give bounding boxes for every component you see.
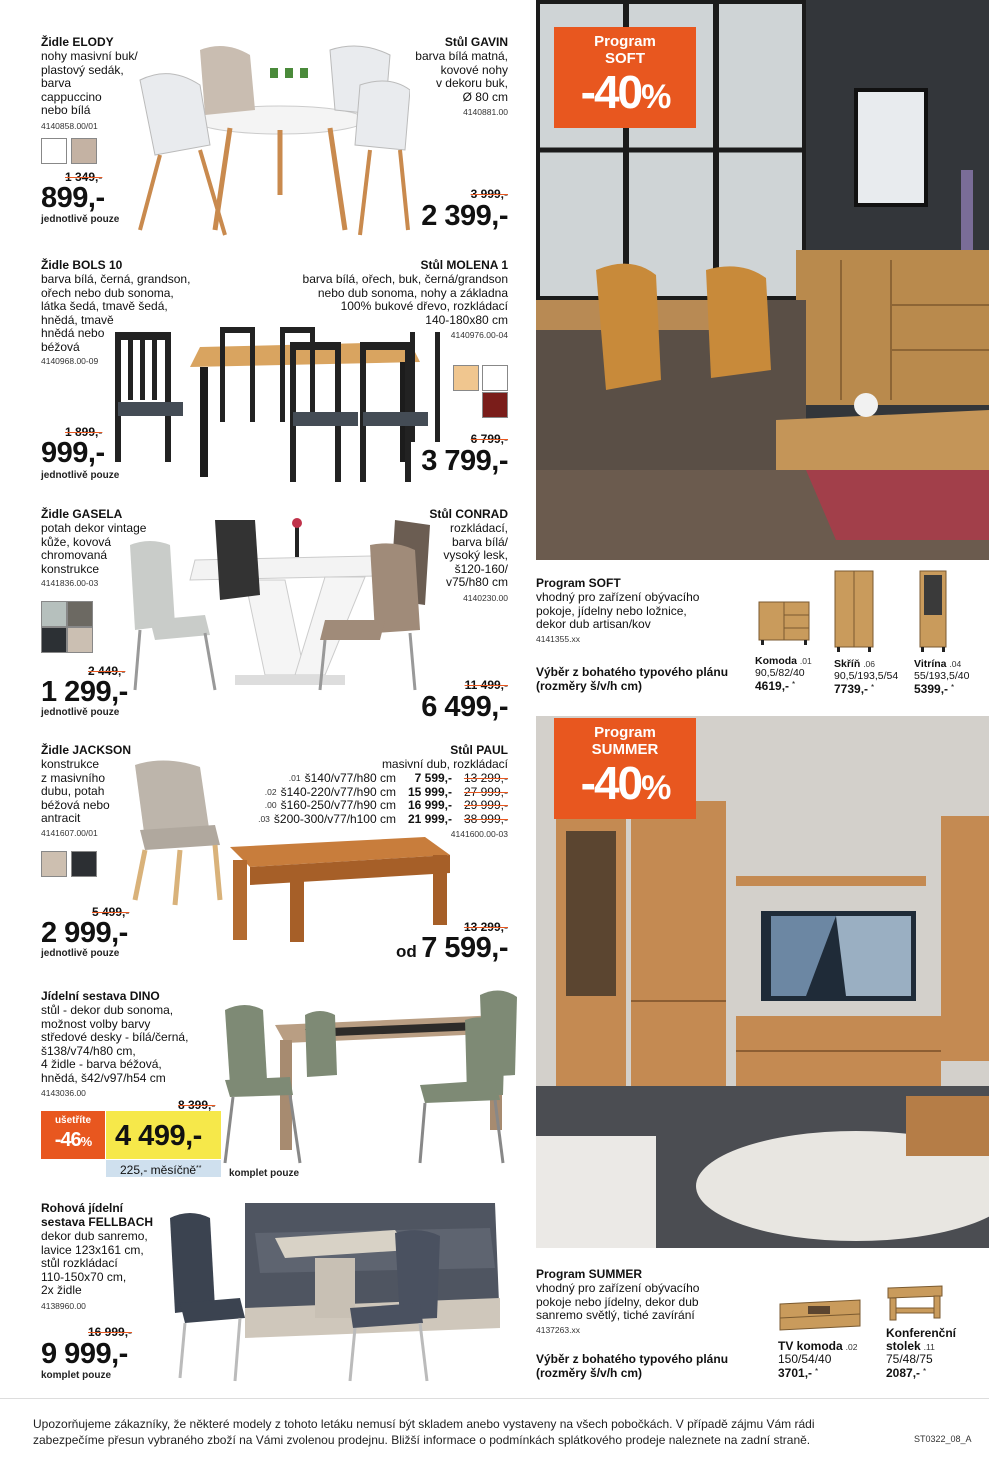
molena-desc xyxy=(303,273,508,327)
elody-price: 899,- xyxy=(41,182,105,214)
conrad-name: Stůl CONRAD xyxy=(429,507,508,521)
color-swatch-cappuccino[interactable] xyxy=(71,138,97,164)
color-swatch-beige[interactable] xyxy=(41,851,67,877)
soft-item-vitrina xyxy=(914,658,969,696)
promo-percent xyxy=(554,67,696,122)
dino-price: 4 499,- xyxy=(115,1120,202,1152)
elody-name: Židle ELODY xyxy=(41,35,114,49)
variant-old-price: 38 999,- xyxy=(463,811,508,826)
elody-desc-line: nohy masivní buk/ xyxy=(41,49,138,63)
fellbach-desc xyxy=(41,1230,148,1298)
dino-old-price: 8 399,- xyxy=(178,1098,216,1112)
color-swatch-grey[interactable] xyxy=(41,601,67,627)
soft-item-skrin xyxy=(834,658,898,696)
variant-old-price: 27 999,- xyxy=(463,784,508,799)
item-dims: 150/54/40 xyxy=(778,1352,832,1366)
fellbach-desc-line: stůl rozkládací xyxy=(41,1256,118,1270)
fellbach-desc-line: 2x židle xyxy=(41,1283,82,1297)
jackson-code: 4141607.00/01 xyxy=(41,828,98,838)
dino-note: komplet pouze xyxy=(229,1168,300,1179)
save-percent-sign: % xyxy=(80,1134,92,1149)
promo-percent-sign: % xyxy=(641,78,670,116)
variant-price: 15 999,- xyxy=(407,784,452,799)
molena-desc-line: barva bílá, ořech, buk, černá/grandson xyxy=(302,272,508,286)
elody-gavin-photo xyxy=(130,40,410,245)
item-dims: 75/48/75 xyxy=(886,1352,933,1366)
footer-line: Upozorňujeme zákazníky, že některé modely z tohoto letáku nemusí být skladem anebo vystaveny na všech pobočkách. V případě zájmu Vám rádi xyxy=(33,1417,815,1431)
gavin-desc-line: Ø 80 cm xyxy=(462,89,508,104)
molena-desc-line: 140-180x80 cm xyxy=(425,312,508,327)
skrin-image xyxy=(833,569,875,652)
summer-desc-line: vhodný pro zařízení obývacího xyxy=(536,1281,700,1295)
gavin-price: 2 399,- xyxy=(421,200,508,232)
paul-price-group xyxy=(396,933,508,963)
color-swatch-white[interactable] xyxy=(482,365,508,391)
paul-variants-table xyxy=(248,772,508,826)
soft-desc xyxy=(536,591,699,632)
dino-monthly xyxy=(106,1160,221,1177)
jackson-desc-line: antracit xyxy=(41,811,81,825)
summer-title: Program SUMMER xyxy=(536,1267,643,1281)
paul-from-label: od xyxy=(395,942,417,961)
summer-item-konferencni-stolek: Konferenční stolek .11 75/48/75 2087,- * xyxy=(886,1326,957,1380)
bols-name: Židle BOLS 10 xyxy=(41,258,123,272)
elody-note: jednotlivě pouze xyxy=(41,214,120,225)
promo-line-2: SUMMER xyxy=(591,741,659,758)
gasela-old-price: 2 449,- xyxy=(88,664,126,678)
soft-choice-line: (rozměry š/v/h cm) xyxy=(536,678,643,693)
bols-desc xyxy=(41,273,190,354)
soft-item-komoda xyxy=(755,655,812,693)
bols-desc-line: látka šedá, tmavě šedá, xyxy=(41,299,168,313)
item-price: 3701,- xyxy=(778,1366,813,1380)
save-percent-value: -46 xyxy=(54,1129,81,1151)
paul-name: Stůl PAUL xyxy=(450,743,508,757)
variant-old-price: 29 999,- xyxy=(463,798,508,812)
item-price: 5399,- xyxy=(914,682,949,696)
variant-price: 21 999,- xyxy=(407,811,452,826)
promo-percent-value: -40 xyxy=(580,66,642,118)
variant-size: š160-250/v77/h90 cm xyxy=(280,798,396,812)
summer-promo-badge xyxy=(554,718,696,819)
monthly-amount: 225,- měsíčně xyxy=(120,1163,197,1177)
bols-price: 999,- xyxy=(41,437,105,469)
komoda-image xyxy=(757,598,812,646)
dino-desc-line: středové desky - bílá/černá, xyxy=(41,1030,189,1044)
paul-price: 7 599,- xyxy=(421,932,508,964)
summer-code: 4137263.xx xyxy=(536,1325,580,1335)
jackson-desc xyxy=(41,758,110,826)
color-swatch-brown[interactable] xyxy=(67,601,93,627)
conrad-desc-line: rozkládací, xyxy=(449,521,508,535)
conrad-old-price: 11 499,- xyxy=(464,678,508,692)
fellbach-desc-line: 110-150x70 cm, xyxy=(41,1269,127,1284)
gavin-desc-line: kovové nohy xyxy=(440,62,508,77)
jackson-desc-line: béžová nebo xyxy=(41,797,110,812)
item-index: .04 xyxy=(949,659,962,669)
molena-price: 3 799,- xyxy=(421,445,508,477)
dino-desc xyxy=(41,1004,188,1085)
fellbach-note: komplet pouze xyxy=(41,1370,112,1381)
fellbach-name xyxy=(41,1202,153,1229)
footer-line: zabezpečíme přesun vybraného zboží na Vámi zvolenou prodejnu. Bližší informace o podmínkách splátkového prodeje naleznete na zadní straně. xyxy=(33,1433,811,1447)
variant-price: 7 599,- xyxy=(414,771,452,785)
fellbach-desc-line: lavice 123x161 cm, xyxy=(41,1242,144,1257)
gasela-code: 4141836.00-03 xyxy=(41,578,99,588)
variant-price: 16 999,- xyxy=(407,798,452,812)
gavin-desc-line: v dekoru buk, xyxy=(435,76,508,90)
fellbach-name-line: sestava FELLBACH xyxy=(41,1214,154,1229)
summer-choice-line: Výběr z bohatého typového plánu xyxy=(536,1352,729,1366)
konferencni-stolek-image xyxy=(884,1282,946,1322)
item-price: 2087,- xyxy=(886,1366,921,1380)
gasela-desc-line: konstrukce xyxy=(41,561,100,576)
molena-name: Stůl MOLENA 1 xyxy=(420,258,508,272)
fellbach-price: 9 999,- xyxy=(41,1338,128,1370)
item-footnote-mark: * xyxy=(922,1367,927,1376)
paul-variant-row xyxy=(248,786,508,800)
soft-desc-line: dekor dub artisan/kov xyxy=(536,617,651,631)
item-index: .02 xyxy=(845,1342,858,1352)
jackson-desc-line: konstrukce xyxy=(41,757,100,771)
elody-desc-line: plastový sedák, xyxy=(41,62,124,77)
bols-old-price: 1 899,- xyxy=(65,425,103,439)
summer-choice xyxy=(536,1353,728,1380)
save-percent xyxy=(41,1127,105,1155)
paul-code: 4141600.00-03 xyxy=(450,829,508,839)
dino-name: Jídelní sestava DINO xyxy=(41,989,160,1003)
jackson-note: jednotlivě pouze xyxy=(41,948,120,959)
item-index: .11 xyxy=(923,1342,935,1352)
bols-code: 4140968.00-09 xyxy=(41,356,99,366)
variant-old-price: 13 299,- xyxy=(463,771,508,785)
promo-percent-sign: % xyxy=(641,769,670,807)
jackson-name: Židle JACKSON xyxy=(41,743,132,757)
variant-index: .00 xyxy=(264,800,277,810)
bols-note: jednotlivě pouze xyxy=(41,470,120,481)
summer-choice-line: (rozměry š/v/h cm) xyxy=(536,1365,643,1380)
elody-desc-line: barva xyxy=(41,76,72,90)
item-footnote-mark: * xyxy=(870,683,875,692)
conrad-desc-line: v75/h80 cm xyxy=(445,575,508,589)
promo-line-1: Program xyxy=(594,724,656,741)
item-name: stolek xyxy=(886,1339,921,1353)
gasela-desc-line: potah dekor vintage xyxy=(41,521,147,535)
item-name: Komoda xyxy=(755,655,797,667)
promo-line-2: SOFT xyxy=(605,50,645,67)
promo-percent xyxy=(554,758,696,813)
gavin-name: Stůl GAVIN xyxy=(444,35,508,49)
bols-desc-line: barva bílá, černá, grandson, xyxy=(41,272,191,286)
item-footnote-mark: * xyxy=(814,1367,819,1376)
bols-desc-line: hnědá nebo xyxy=(41,326,105,340)
conrad-desc xyxy=(443,522,508,590)
variant-size: š200-300/v77/h100 cm xyxy=(273,811,396,826)
gasela-conrad-photo xyxy=(125,515,435,695)
vitrina-image xyxy=(918,569,948,652)
soft-title: Program SOFT xyxy=(536,576,621,590)
fellbach-code: 4138960.00 xyxy=(41,1301,86,1311)
fellbach-photo xyxy=(165,1198,510,1383)
gasela-desc-line: kůže, kovová xyxy=(41,534,112,549)
gasela-desc-line: chromovaná xyxy=(41,548,108,562)
jackson-desc-line: dubu, potah xyxy=(41,784,105,798)
dino-save-badge xyxy=(41,1111,105,1159)
gavin-desc-line: barva bílá matná, xyxy=(415,49,508,63)
paul-variant-row xyxy=(248,813,508,827)
dino-code: 4143036.00 xyxy=(41,1088,86,1098)
footer-disclaimer xyxy=(33,1416,815,1448)
paul-variant-row xyxy=(248,772,508,786)
variant-size: š140/v77/h80 cm xyxy=(304,771,396,785)
gasela-name: Židle GASELA xyxy=(41,507,123,521)
soft-promo-badge xyxy=(554,27,696,128)
summer-desc-line: pokoje nebo jídelny, dekor dub xyxy=(536,1294,699,1309)
summer-desc xyxy=(536,1282,699,1323)
variant-index: .02 xyxy=(264,786,277,797)
elody-desc xyxy=(41,50,138,118)
variant-index: .03 xyxy=(258,813,270,824)
gavin-code: 4140881.00 xyxy=(463,107,508,117)
item-name: Vitrína xyxy=(914,658,947,670)
promo-percent-value: -40 xyxy=(580,757,642,809)
footer-divider xyxy=(0,1398,989,1399)
color-swatch-white[interactable] xyxy=(41,138,67,164)
gasela-note: jednotlivě pouze xyxy=(41,707,120,718)
fellbach-desc-line: dekor dub sanremo, xyxy=(41,1229,148,1243)
dino-desc-line: hnědá, š42/v97/h54 cm xyxy=(41,1070,166,1085)
summer-item-tv-komoda xyxy=(778,1340,857,1380)
jackson-old-price: 5 499,- xyxy=(92,905,130,919)
item-price: 4619,- xyxy=(755,679,790,693)
color-swatch-walnut[interactable] xyxy=(482,392,508,418)
bols-desc-line: béžová xyxy=(41,339,80,354)
item-name: TV komoda xyxy=(778,1339,843,1353)
item-index: .01 xyxy=(799,656,812,666)
molena-desc-line: 100% bukové dřevo, rozkládací xyxy=(340,299,508,313)
soft-code: 4141355.xx xyxy=(536,634,580,644)
conrad-desc-line: vysoký lesk, xyxy=(443,548,508,562)
color-swatch-beech[interactable] xyxy=(453,365,479,391)
color-swatch-anthracite[interactable] xyxy=(71,851,97,877)
gavin-desc xyxy=(415,50,508,104)
conrad-code: 4140230.00 xyxy=(463,593,508,603)
fellbach-old-price: 16 999,- xyxy=(88,1325,133,1339)
item-dims: 55/193,5/40 xyxy=(914,670,970,682)
item-name: Skříň xyxy=(834,658,861,670)
soft-desc-line: vhodný pro zařízení obývacího xyxy=(536,590,700,604)
jackson-desc-line: z masivního xyxy=(41,770,106,785)
bols-desc-line: ořech nebo dub sonoma, xyxy=(41,285,174,300)
paul-desc: masivní dub, rozkládací xyxy=(381,757,508,771)
paul-old-price: 13 299,- xyxy=(463,920,508,934)
promo-line-1: Program xyxy=(594,33,656,50)
conrad-desc-line: barva bílá/ xyxy=(451,534,508,549)
elody-desc-line: cappuccino xyxy=(41,89,102,104)
molena-desc-line: nebo dub sonoma, nohy a základna xyxy=(317,285,508,300)
item-footnote-mark: * xyxy=(791,680,796,689)
page-code: ST0322_08_A xyxy=(914,1434,972,1444)
monthly-footnote-mark: ** xyxy=(196,1165,202,1172)
color-swatch-beige[interactable] xyxy=(67,627,93,653)
elody-old-price: 1 349,- xyxy=(65,170,103,184)
molena-code: 4140976.00-04 xyxy=(450,330,508,340)
item-dims: 90,5/82/40 xyxy=(755,667,805,679)
dino-desc-line: š138/v74/h80 cm, xyxy=(41,1043,136,1058)
dino-desc-line: možnost volby barvy xyxy=(41,1016,151,1031)
conrad-desc-line: š120-160/ xyxy=(454,561,508,576)
gavin-old-price: 3 999,- xyxy=(470,187,508,201)
item-footnote-mark: * xyxy=(950,683,955,692)
item-price: 7739,- xyxy=(834,682,869,696)
fellbach-name-line: Rohová jídelní xyxy=(41,1201,124,1215)
soft-choice xyxy=(536,666,728,693)
dino-desc-line: 4 židle - barva béžová, xyxy=(41,1057,162,1071)
soft-choice-line: Výběr z bohatého typového plánu xyxy=(536,665,729,679)
elody-desc-line: nebo bílá xyxy=(41,103,91,117)
jackson-price: 2 999,- xyxy=(41,917,128,949)
gasela-desc xyxy=(41,522,146,576)
tv-komoda-image xyxy=(778,1296,863,1334)
dino-photo xyxy=(205,985,520,1165)
item-index: .06 xyxy=(863,659,876,669)
molena-old-price: 6 799,- xyxy=(470,432,508,446)
paul-variant-row xyxy=(248,799,508,813)
soft-desc-line: pokoje, jídelny nebo ložnice, xyxy=(536,603,687,618)
gasela-price: 1 299,- xyxy=(41,676,128,708)
elody-code: 4140858.00/01 xyxy=(41,121,98,131)
conrad-price: 6 499,- xyxy=(421,691,508,723)
bols-desc-line: hnědá, tmavě xyxy=(41,312,114,327)
dino-price-box xyxy=(106,1111,221,1159)
variant-index: .01 xyxy=(288,773,301,783)
save-label: ušetříte xyxy=(54,1115,92,1126)
variant-size: š140-220/v77/h90 cm xyxy=(280,784,396,799)
summer-desc-line: sanremo světlý, tiché zavírání xyxy=(536,1308,695,1322)
dino-desc-line: stůl - dekor dub sonoma, xyxy=(41,1003,174,1017)
item-dims: 90,5/193,5/54 xyxy=(834,670,899,682)
color-swatch-black[interactable] xyxy=(41,627,67,653)
